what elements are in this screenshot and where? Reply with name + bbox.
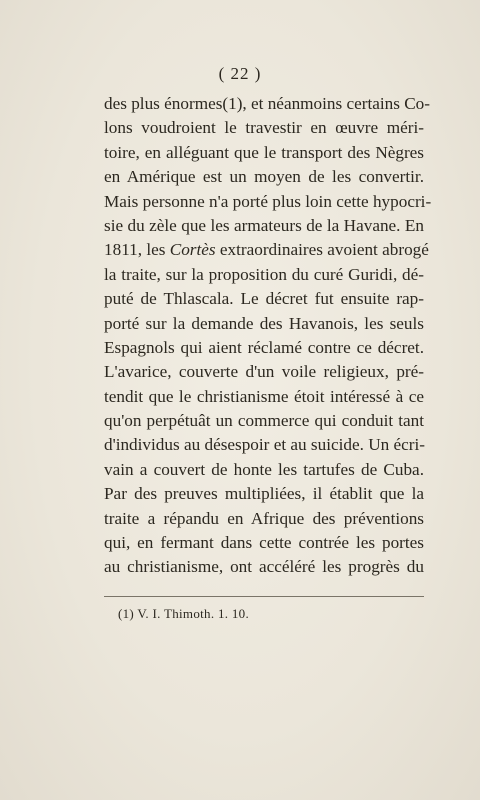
text-line: qui, en fermant dans cette contrée les portes xyxy=(104,533,424,553)
footnote-divider xyxy=(104,596,424,597)
text-line: Par des preuves multipliées, il établit que la xyxy=(104,484,424,504)
italic-term: Cortès xyxy=(169,240,216,260)
text-line-with-italic xyxy=(104,238,429,262)
text-line: porté sur la demande des Havanois, les seuls xyxy=(104,313,424,333)
text-fragment: extraordinaires avoient abrogé xyxy=(215,240,429,260)
text-line: la traite, sur la proposition du curé Guridi, dé- xyxy=(104,264,424,284)
body-text xyxy=(104,92,432,580)
text-line: d'individus au désespoir et au suicide. Un écri- xyxy=(104,435,425,455)
text-line: lons voudroient le travestir en œuvre méri- xyxy=(104,118,424,138)
text-line: sie du zèle que les armateurs de la Havane. En xyxy=(104,215,424,235)
text-line: vain a couvert de honte les tartufes de Cuba. xyxy=(104,459,424,479)
text-line: Mais personne n'a porté plus loin cette hypocri- xyxy=(104,191,432,211)
text-line: tendit que le christianisme étoit intéressé à ce xyxy=(104,386,424,406)
text-line: puté de Thlascala. Le décret fut ensuite rap- xyxy=(104,289,424,309)
text-fragment: 1811, les xyxy=(104,240,170,260)
text-line: des plus énormes(1), et néanmoins certains Co- xyxy=(104,94,431,113)
footnote: (1) V. I. Thimoth. 1. 10. xyxy=(118,606,250,621)
text-line: qu'on perpétuât un commerce qui conduit tant xyxy=(104,411,424,431)
text-line: au christianisme, ont accéléré les progrès du xyxy=(104,557,424,577)
text-line: traite a répandu en Afrique des préventions xyxy=(104,508,424,528)
text-line: en Amérique est un moyen de les convertir. xyxy=(104,167,424,187)
text-line: L'avarice, couverte d'un voile religieux, pré- xyxy=(104,362,424,382)
text-line: Espagnols qui aient réclamé contre ce décret. xyxy=(104,337,424,357)
page-number: ( 22 ) xyxy=(218,64,262,83)
text-line: toire, en alléguant que le transport des Nègres xyxy=(104,142,424,162)
